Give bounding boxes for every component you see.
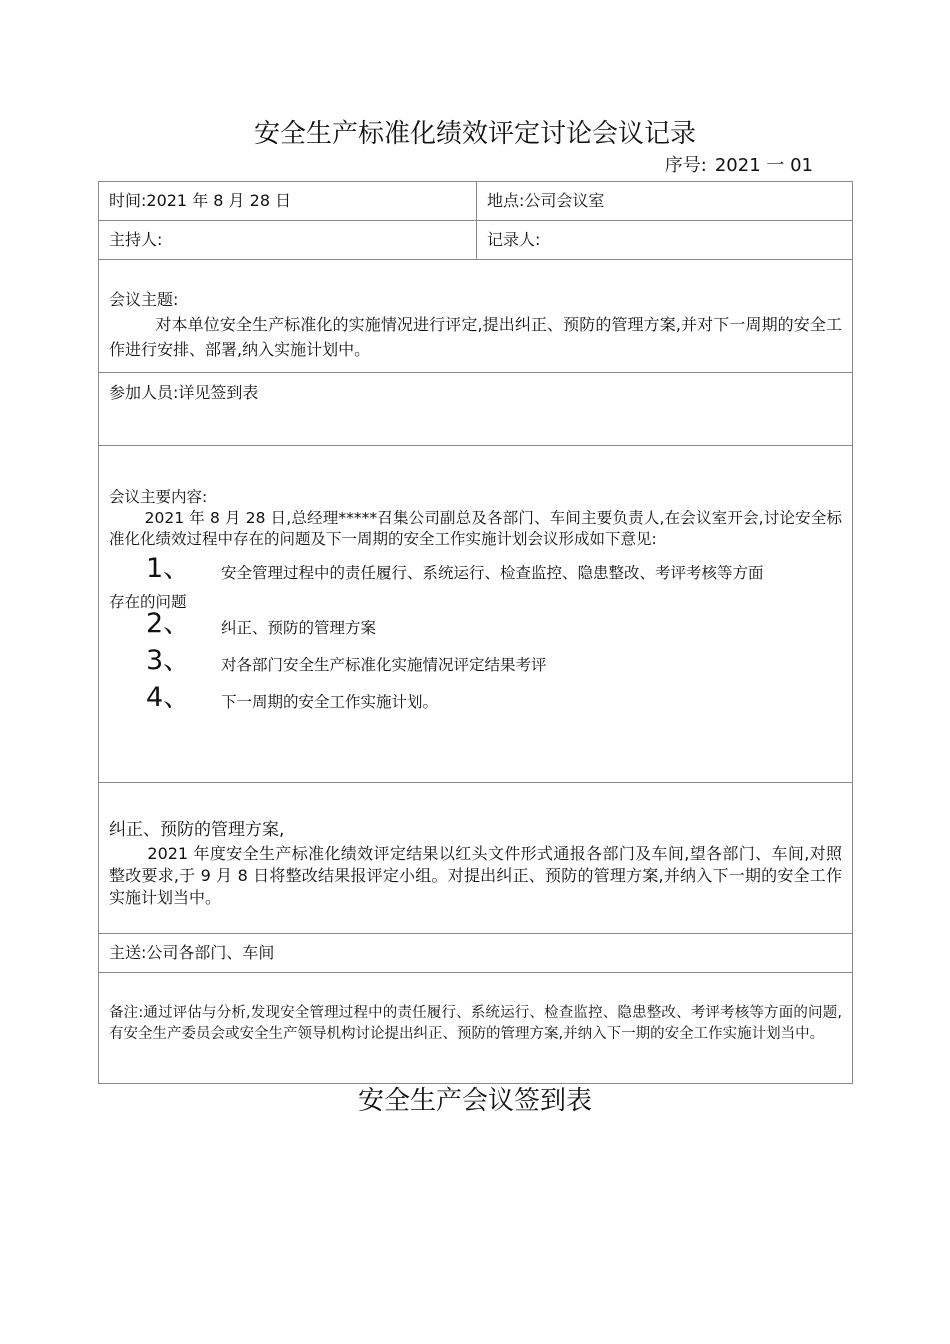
serial-label: 序号: xyxy=(664,155,707,176)
corrective-text: 2021 年度安全生产标准化绩效评定结果以红头文件形式通报各部门及车间,望各部门、车间,对照整改要求,于 9 月 8 日将整改结果报评定小组。对提出纠正、预防的管理方案,并纳入下一期的安全工作实施计划当中。 xyxy=(109,844,842,907)
location-cell: 地点:公司会议室 xyxy=(477,182,853,221)
item-number: 1、 xyxy=(146,553,191,584)
item-text: 下一周期的安全工作实施计划。 xyxy=(221,693,439,711)
item-text: 对各部门安全生产标准化实施情况评定结果考评 xyxy=(221,656,547,674)
topic-cell xyxy=(99,260,853,373)
host-cell: 主持人: xyxy=(99,221,477,260)
recorder-cell: 记录人: xyxy=(477,221,853,260)
topic-label: 会议主题: xyxy=(109,290,179,309)
topic-text: 对本单位安全生产标准化的实施情况进行评定,提出纠正、预防的管理方案,并对下一周期的安全工作进行安排、部署,纳入实施计划中。 xyxy=(109,315,842,359)
row-topic xyxy=(99,260,853,373)
list-item xyxy=(109,608,842,650)
row-corrective xyxy=(99,783,853,934)
participants-text: 参加人员:详见签到表 xyxy=(109,383,259,402)
corrective-label: 纠正、预防的管理方案, xyxy=(109,820,285,840)
list-item xyxy=(109,553,842,613)
send-to-cell: 主送:公司各部门、车间 xyxy=(99,934,853,973)
serial-number xyxy=(665,153,813,179)
time-cell: 时间:2021 年 8 月 28 日 xyxy=(99,182,477,221)
row-time-location xyxy=(99,182,853,221)
row-send-to xyxy=(99,934,853,973)
item-text: 纠正、预防的管理方案 xyxy=(221,619,377,637)
content-cell xyxy=(99,446,853,783)
item-text-continued: 存在的问题 xyxy=(109,593,187,611)
list-item xyxy=(109,682,842,724)
item-number: 3、 xyxy=(146,645,191,676)
row-content xyxy=(99,446,853,783)
row-participants xyxy=(99,373,853,446)
row-host-recorder xyxy=(99,221,853,260)
remark-cell xyxy=(99,973,853,1084)
participants-cell xyxy=(99,373,853,446)
list-item xyxy=(109,645,842,687)
content-label: 会议主要内容: xyxy=(109,488,208,506)
item-number: 2、 xyxy=(146,608,191,639)
sign-in-sheet-title: 安全生产会议签到表 xyxy=(357,1086,592,1116)
remark-text: 备注:通过评估与分析,发现安全管理过程中的责任履行、系统运行、检查监控、隐患整改、考评考核等方面的问题,有安全生产委员会或安全生产领导机构讨论提出纠正、预防的管理方案,并纳入下一期的安全工作实施计划当中。 xyxy=(109,1005,842,1042)
content-items xyxy=(109,553,842,724)
corrective-cell xyxy=(99,783,853,934)
row-remark xyxy=(99,973,853,1084)
content-text: 2021 年 8 月 28 日,总经理*****召集公司副总及各部门、车间主要负责人,在会议室开会,讨论安全标准化化绩效过程中存在的问题及下一周期的安全工作实施计划会议形成如下意见: xyxy=(109,509,842,548)
serial-value: 2021 一 01 xyxy=(714,155,813,176)
item-number: 4、 xyxy=(146,682,191,713)
meeting-record-table xyxy=(98,181,853,1084)
item-text: 安全管理过程中的责任履行、系统运行、检查监控、隐患整改、考评考核等方面 xyxy=(221,564,764,582)
document-title: 安全生产标准化绩效评定讨论会议记录 xyxy=(253,119,696,149)
